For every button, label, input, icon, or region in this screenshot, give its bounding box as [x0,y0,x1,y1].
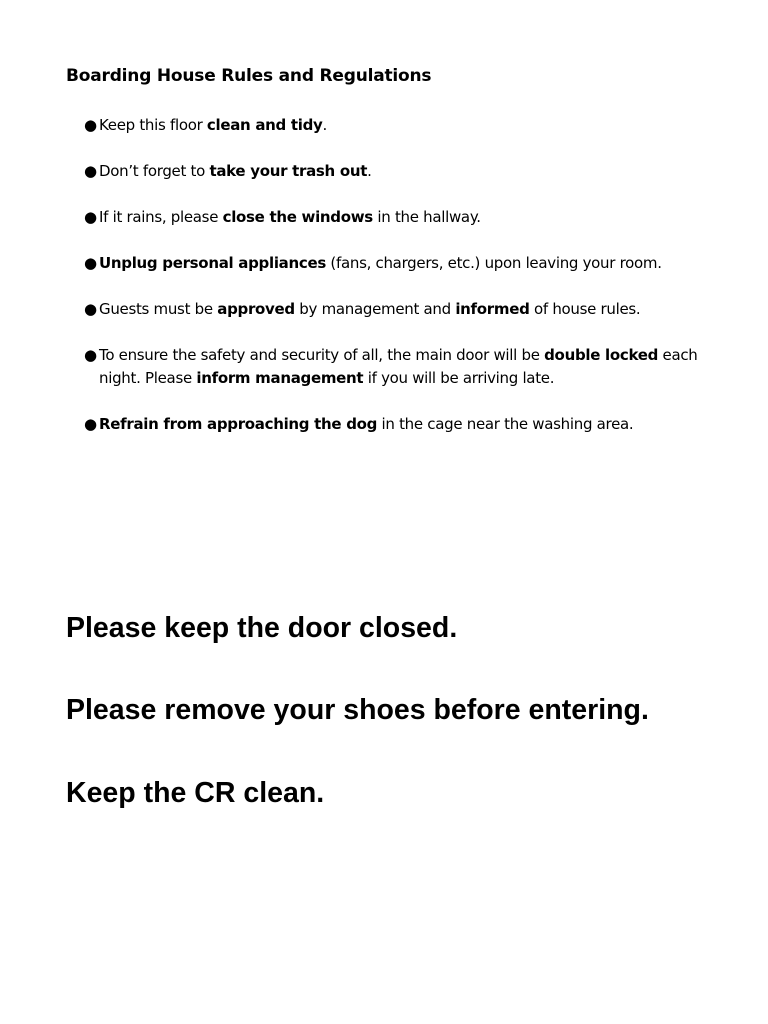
rule-item [84,344,714,390]
rule-text: To ensure the safety and security of all, the main door will be [99,346,545,364]
rule-text: each night. Please [99,346,698,387]
rules-list [84,114,714,459]
rule-text: in the cage near the washing area. [377,415,634,433]
bullet-icon: ● [84,208,97,226]
rule-text: Keep this floor [99,116,207,134]
rule-item [84,413,714,436]
rule-text: by management and [294,300,456,318]
rule-text: if you will be arriving late. [363,369,555,387]
rule-emphasis-text: double locked [544,346,659,364]
rule-text: If it rains, please [99,208,223,226]
rule-emphasis-text: take your trash out [209,162,368,180]
rule-text: . [322,116,328,134]
bullet-icon: ● [84,346,97,364]
bullet-icon: ● [84,162,97,180]
rule-emphasis-text: approved [217,300,295,318]
bullet-icon: ● [84,254,97,272]
rule-item [84,114,714,137]
rule-item [84,206,714,229]
rule-text: in the hallway. [372,208,481,226]
rule-emphasis-text: inform management [196,369,364,387]
rule-item [84,298,714,321]
rule-emphasis-text: Refrain from approaching the dog [99,415,378,433]
rule-emphasis-text: clean and tidy [206,116,323,134]
rule-text: of house rules. [529,300,641,318]
notice-door-closed: Please keep the door closed. [66,612,458,644]
rule-item [84,160,714,183]
rule-text: . [367,162,372,180]
bullet-icon: ● [84,300,97,318]
bullet-icon: ● [84,116,97,134]
rule-text: Guests must be [99,300,218,318]
document-title: Boarding House Rules and Regulations [66,66,432,86]
rule-emphasis-text: Unplug personal appliances [99,254,326,272]
notice-keep-cr-clean: Keep the CR clean. [66,777,325,809]
rule-emphasis-text: informed [455,300,530,318]
bullet-icon: ● [84,415,97,433]
rule-item [84,252,714,275]
rule-emphasis-text: close the windows [222,208,373,226]
notice-remove-shoes: Please remove your shoes before entering. [66,694,649,726]
rule-text: (fans, chargers, etc.) upon leaving your room. [325,254,662,272]
rule-text: Don’t forget to [99,162,210,180]
